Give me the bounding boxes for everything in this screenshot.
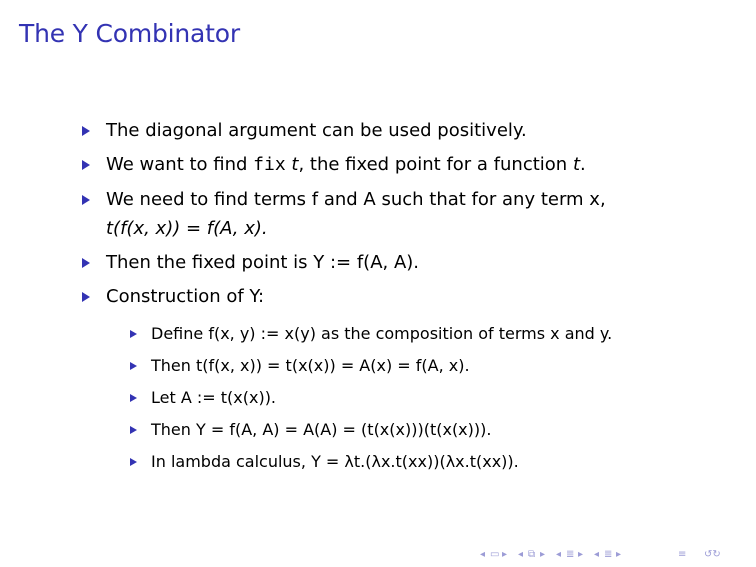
item-var: t (285, 154, 299, 175)
nav-right-arrow-icon[interactable]: ▸ (540, 549, 546, 560)
list-item (106, 188, 606, 212)
item-code: fix (253, 154, 286, 175)
nav-left-arrow-icon[interactable]: ◂ (518, 549, 524, 560)
nav-equiv-icon[interactable]: ≡ (678, 549, 687, 560)
bullet-icon (82, 258, 90, 268)
bullet-icon (82, 292, 90, 302)
sub-list-item: Then t(f(x, x)) = t(x(x)) = A(x) = f(A, x). (151, 356, 470, 375)
item-text: The diagonal argument can be used positively. (106, 120, 527, 141)
bullet-icon (82, 160, 90, 170)
slide-title: The Y Combinator (19, 19, 240, 48)
list-item (106, 153, 586, 177)
sub-list-item: Let A := t(x(x)). (151, 388, 277, 407)
sub-bullet-icon (130, 458, 137, 466)
sub-list-item: Then Y = f(A, A) = A(A) = (t(x(x)))(t(x(x))). (151, 420, 492, 439)
list-item (106, 119, 527, 143)
item-text: Then the fixed point is Y := f(A, A). (106, 252, 420, 273)
sub-bullet-icon (130, 330, 137, 338)
navigation-bar (480, 549, 750, 563)
nav-frame-icon[interactable]: ▭ (490, 549, 500, 560)
bullet-icon (82, 195, 90, 205)
nav-right-arrow-icon[interactable]: ▸ (578, 549, 584, 560)
nav-right-arrow-icon[interactable]: ▸ (616, 549, 622, 560)
nav-subsection-icon[interactable]: ⧉ (528, 549, 536, 560)
sub-bullet-icon (130, 394, 137, 402)
nav-search-icon[interactable]: ↺↻ (704, 549, 721, 560)
sub-bullet-icon (130, 362, 137, 370)
item-formula: t(f(x, x)) = f(A, x). (106, 218, 268, 239)
nav-right-arrow-icon[interactable]: ▸ (502, 549, 508, 560)
item-text: We need to find terms f and A such that for any term x, (106, 189, 606, 210)
nav-left-arrow-icon[interactable]: ◂ (594, 549, 600, 560)
list-item (106, 251, 419, 275)
item-var: t (572, 154, 580, 175)
item-text-post: , the fixed point for a function (298, 154, 573, 175)
list-item (106, 285, 264, 309)
nav-subsection-icon[interactable]: ≣ (604, 549, 613, 560)
bullet-icon (82, 126, 90, 136)
nav-left-arrow-icon[interactable]: ◂ (480, 549, 486, 560)
item-text-pre: We want to find (106, 154, 254, 175)
list-item-continuation (106, 217, 268, 241)
sub-bullet-icon (130, 426, 137, 434)
item-text: Construction of Y: (106, 286, 265, 307)
nav-left-arrow-icon[interactable]: ◂ (556, 549, 562, 560)
sub-list-item: In lambda calculus, Y = λt.(λx.t(xx))(λx.t(xx)). (151, 452, 519, 471)
item-text-end: . (580, 154, 586, 175)
nav-section-icon[interactable]: ≣ (566, 549, 575, 560)
sub-list-item: Define f(x, y) := x(y) as the composition of terms x and y. (151, 324, 613, 343)
